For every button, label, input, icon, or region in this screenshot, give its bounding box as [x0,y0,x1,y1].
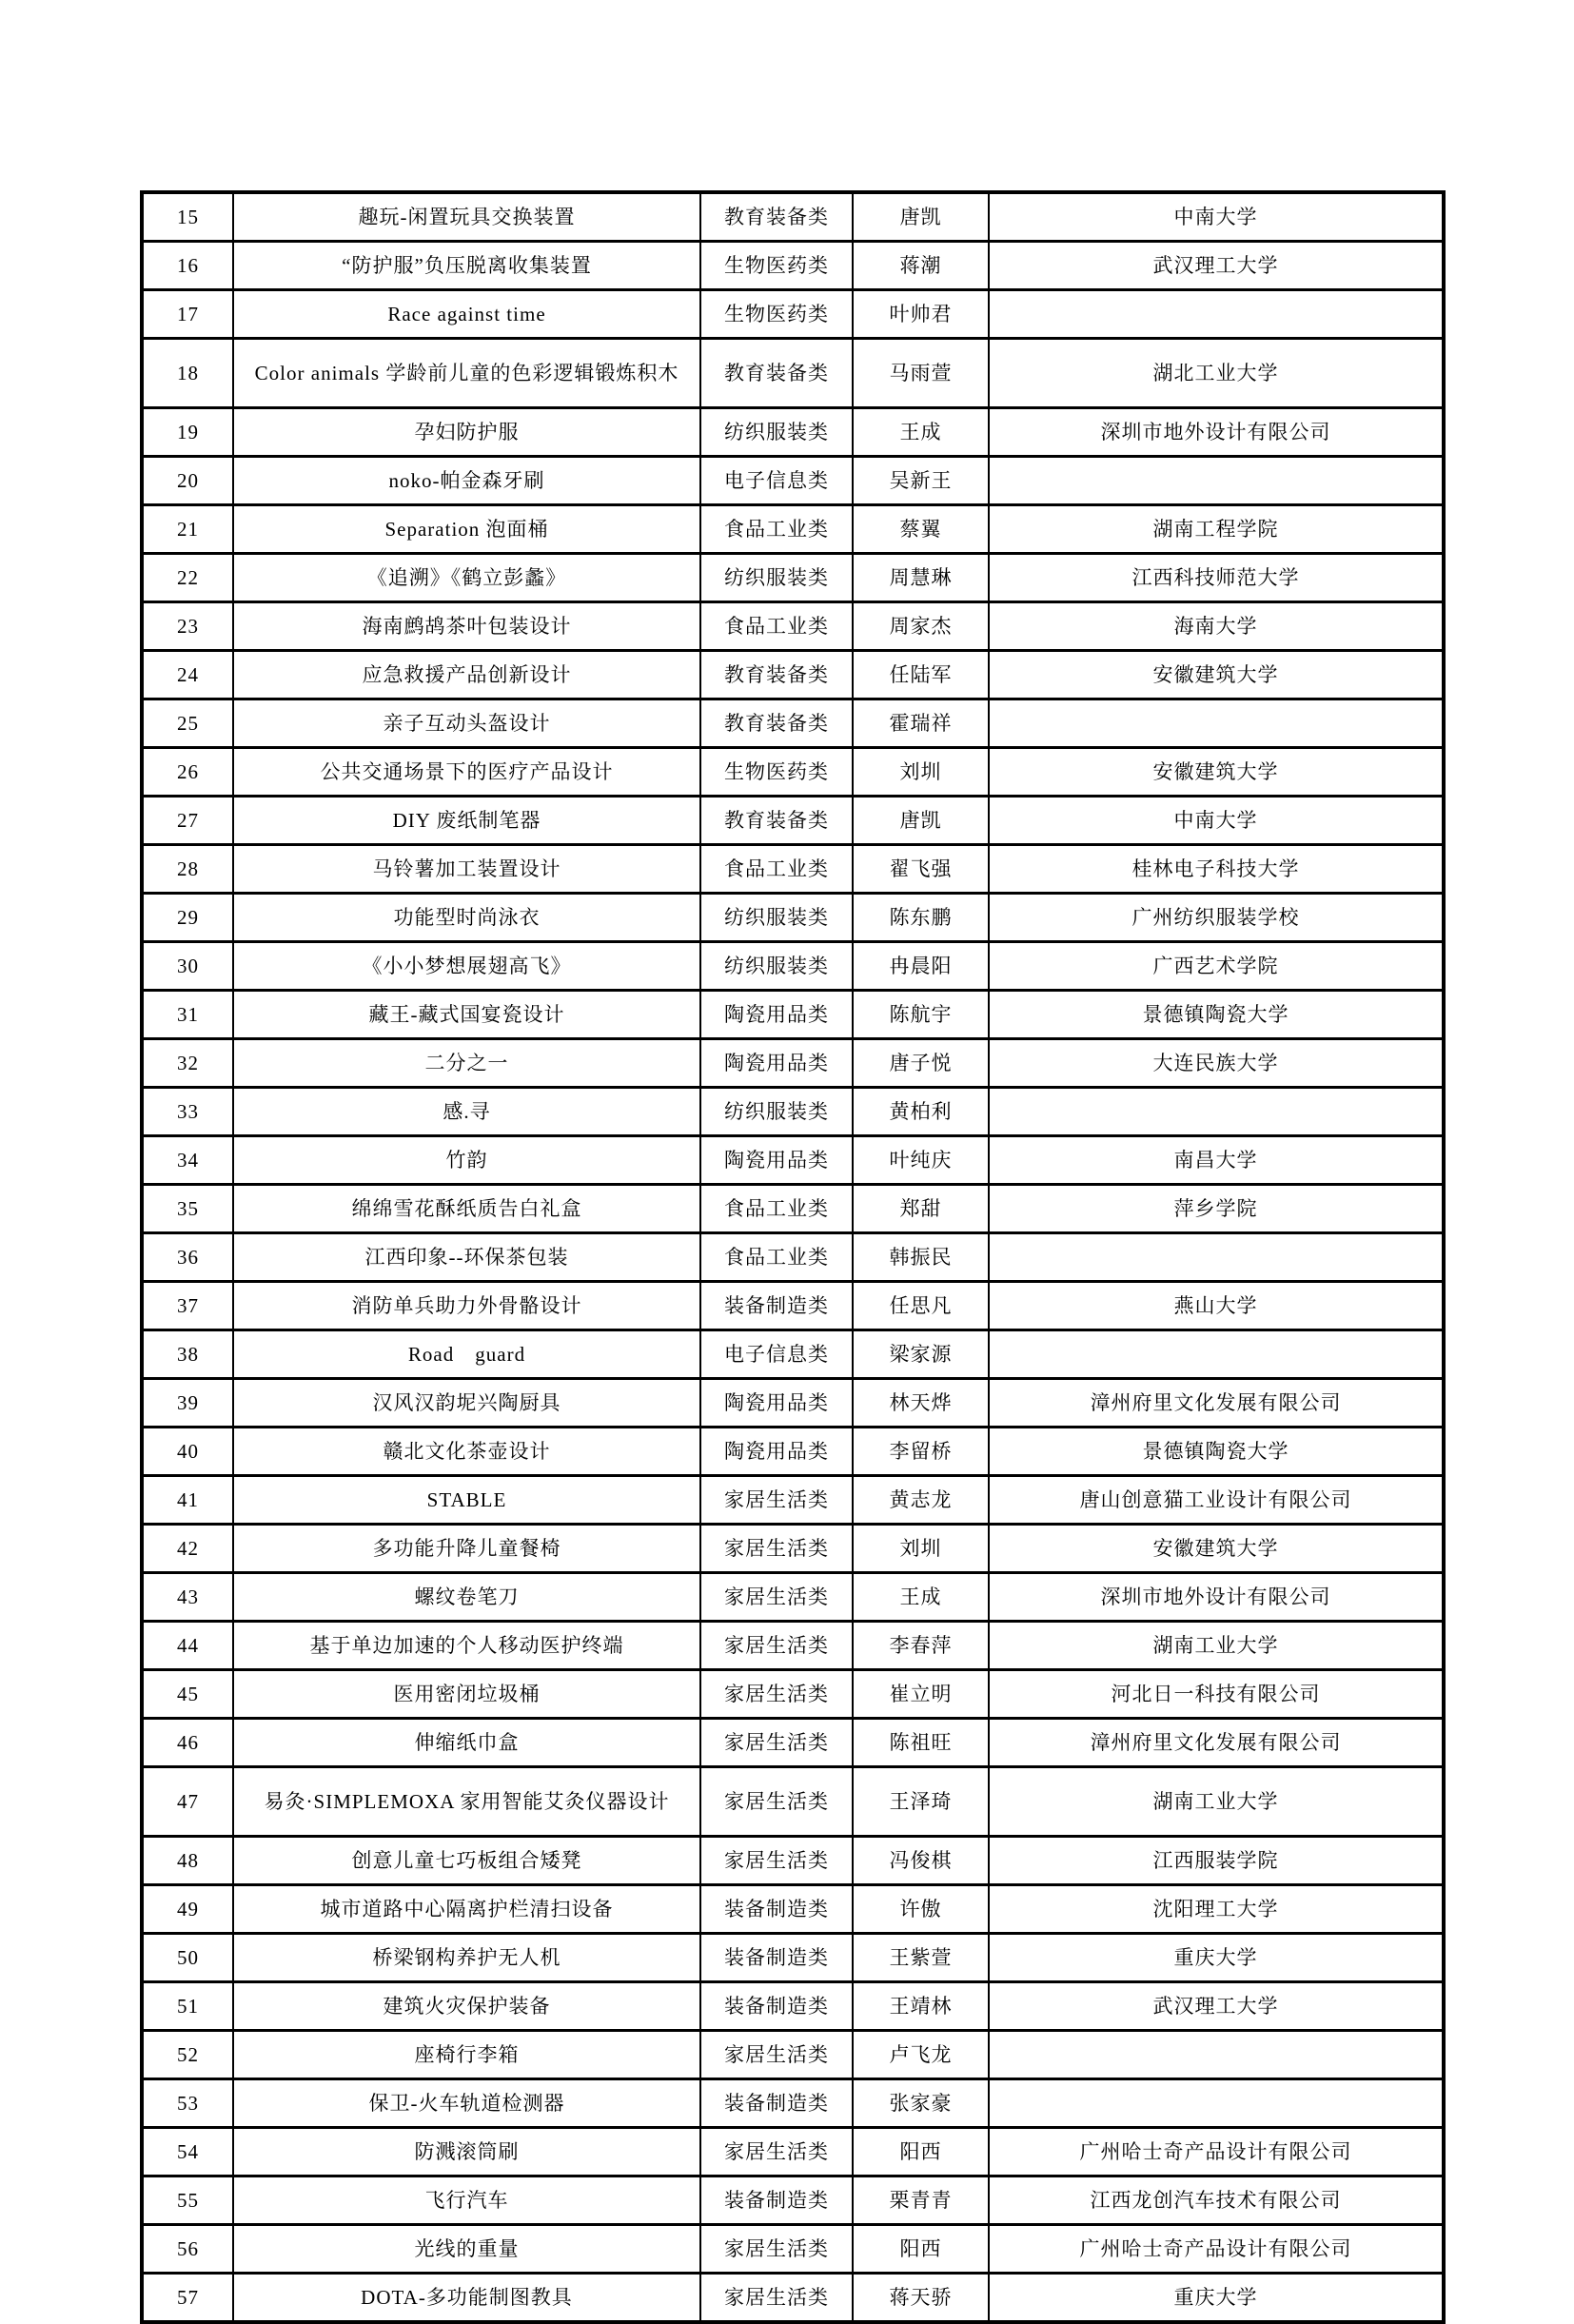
institution-cell: 中南大学 [989,192,1444,242]
institution-cell: 重庆大学 [989,1934,1444,1982]
institution-cell: 中南大学 [989,797,1444,845]
category-cell: 教育装备类 [700,651,853,699]
title-cell: 趣玩-闲置玩具交换装置 [233,192,700,242]
row-number-cell: 38 [142,1330,233,1379]
table-row [142,942,1444,991]
institution-cell [989,1088,1444,1136]
author-cell: 冯俊棋 [853,1837,989,1885]
row-number-cell: 23 [142,602,233,651]
category-cell: 家居生活类 [700,1837,853,1885]
title-cell: 消防单兵助力外骨骼设计 [233,1282,700,1330]
category-cell: 陶瓷用品类 [700,991,853,1039]
table-row [142,1885,1444,1934]
institution-cell: 河北日一科技有限公司 [989,1670,1444,1719]
table-row [142,554,1444,602]
entries-table [140,190,1446,2324]
title-cell: Road guard [233,1330,700,1379]
author-cell: 冉晨阳 [853,942,989,991]
institution-cell [989,2031,1444,2079]
institution-cell: 湖南工业大学 [989,1767,1444,1837]
author-cell: 黄柏利 [853,1088,989,1136]
category-cell: 家居生活类 [700,1476,853,1525]
title-cell: Color animals 学龄前儿童的色彩逻辑锻炼积木 [233,339,700,408]
institution-cell: 大连民族大学 [989,1039,1444,1088]
row-number-cell: 16 [142,242,233,290]
title-cell: 功能型时尚泳衣 [233,894,700,942]
author-cell: 栗青青 [853,2176,989,2225]
category-cell: 食品工业类 [700,1233,853,1282]
author-cell: 阳西 [853,2225,989,2274]
institution-cell: 沈阳理工大学 [989,1885,1444,1934]
author-cell: 刘圳 [853,1525,989,1573]
row-number-cell: 21 [142,505,233,554]
category-cell: 装备制造类 [700,1282,853,1330]
author-cell: 霍瑞祥 [853,699,989,748]
title-cell: 易灸·SIMPLEMOXA 家用智能艾灸仪器设计 [233,1767,700,1837]
table-row [142,699,1444,748]
table-row [142,1039,1444,1088]
title-cell: DIY 废纸制笔器 [233,797,700,845]
title-cell: 海南鹧鸪茶叶包装设计 [233,602,700,651]
category-cell: 家居生活类 [700,1719,853,1767]
title-cell: 亲子互动头盔设计 [233,699,700,748]
author-cell: 李春萍 [853,1622,989,1670]
author-cell: 韩振民 [853,1233,989,1282]
institution-cell: 漳州府里文化发展有限公司 [989,1719,1444,1767]
category-cell: 纺织服装类 [700,894,853,942]
row-number-cell: 54 [142,2128,233,2176]
row-number-cell: 20 [142,457,233,505]
title-cell: 建筑火灾保护装备 [233,1982,700,2031]
row-number-cell: 45 [142,1670,233,1719]
category-cell: 生物医药类 [700,242,853,290]
row-number-cell: 44 [142,1622,233,1670]
title-cell: 《小小梦想展翅高飞》 [233,942,700,991]
row-number-cell: 27 [142,797,233,845]
table-row [142,991,1444,1039]
category-cell: 家居生活类 [700,2225,853,2274]
category-cell: 装备制造类 [700,1934,853,1982]
title-cell: 多功能升降儿童餐椅 [233,1525,700,1573]
category-cell: 食品工业类 [700,602,853,651]
row-number-cell: 39 [142,1379,233,1428]
title-cell: 藏王-藏式国宴瓷设计 [233,991,700,1039]
author-cell: 蒋天骄 [853,2274,989,2323]
row-number-cell: 50 [142,1934,233,1982]
institution-cell: 燕山大学 [989,1282,1444,1330]
institution-cell: 漳州府里文化发展有限公司 [989,1379,1444,1428]
row-number-cell: 57 [142,2274,233,2323]
institution-cell: 桂林电子科技大学 [989,845,1444,894]
category-cell: 电子信息类 [700,457,853,505]
row-number-cell: 37 [142,1282,233,1330]
author-cell: 王泽琦 [853,1767,989,1837]
table-row [142,2225,1444,2274]
row-number-cell: 49 [142,1885,233,1934]
author-cell: 任思凡 [853,1282,989,1330]
title-cell: 螺纹卷笔刀 [233,1573,700,1622]
author-cell: 王成 [853,408,989,457]
category-cell: 装备制造类 [700,2176,853,2225]
author-cell: 郑甜 [853,1185,989,1233]
institution-cell: 南昌大学 [989,1136,1444,1185]
table-row [142,2031,1444,2079]
table-row [142,1088,1444,1136]
table-row [142,1233,1444,1282]
row-number-cell: 25 [142,699,233,748]
table-body [142,192,1444,2322]
table-row [142,894,1444,942]
row-number-cell: 26 [142,748,233,797]
title-cell: 飞行汽车 [233,2176,700,2225]
institution-cell [989,1233,1444,1282]
row-number-cell: 34 [142,1136,233,1185]
category-cell: 陶瓷用品类 [700,1379,853,1428]
author-cell: 刘圳 [853,748,989,797]
table-row [142,1428,1444,1476]
category-cell: 纺织服装类 [700,942,853,991]
author-cell: 阳西 [853,2128,989,2176]
category-cell: 装备制造类 [700,1982,853,2031]
category-cell: 装备制造类 [700,1885,853,1934]
table-row [142,2128,1444,2176]
row-number-cell: 51 [142,1982,233,2031]
author-cell: 林天烨 [853,1379,989,1428]
title-cell: 座椅行李箱 [233,2031,700,2079]
table-row [142,651,1444,699]
title-cell: 马铃薯加工装置设计 [233,845,700,894]
title-cell: 基于单边加速的个人移动医护终端 [233,1622,700,1670]
table-row [142,457,1444,505]
author-cell: 唐凯 [853,192,989,242]
author-cell: 蒋潮 [853,242,989,290]
row-number-cell: 40 [142,1428,233,1476]
institution-cell: 安徽建筑大学 [989,1525,1444,1573]
institution-cell [989,2079,1444,2128]
author-cell: 翟飞强 [853,845,989,894]
category-cell: 纺织服装类 [700,554,853,602]
institution-cell: 湖南工程学院 [989,505,1444,554]
title-cell: 绵绵雪花酥纸质告白礼盒 [233,1185,700,1233]
institution-cell: 安徽建筑大学 [989,651,1444,699]
row-number-cell: 43 [142,1573,233,1622]
author-cell: 周家杰 [853,602,989,651]
table-row [142,748,1444,797]
author-cell: 黄志龙 [853,1476,989,1525]
table-row [142,2274,1444,2323]
row-number-cell: 29 [142,894,233,942]
table-row [142,1982,1444,2031]
institution-cell: 江西科技师范大学 [989,554,1444,602]
title-cell: DOTA-多功能制图教具 [233,2274,700,2323]
category-cell: 教育装备类 [700,192,853,242]
institution-cell [989,290,1444,339]
author-cell: 唐子悦 [853,1039,989,1088]
category-cell: 纺织服装类 [700,1088,853,1136]
row-number-cell: 18 [142,339,233,408]
institution-cell: 景德镇陶瓷大学 [989,991,1444,1039]
row-number-cell: 35 [142,1185,233,1233]
table-row [142,408,1444,457]
category-cell: 家居生活类 [700,2031,853,2079]
row-number-cell: 31 [142,991,233,1039]
author-cell: 王成 [853,1573,989,1622]
author-cell: 王紫萱 [853,1934,989,1982]
category-cell: 食品工业类 [700,505,853,554]
title-cell: 医用密闭垃圾桶 [233,1670,700,1719]
title-cell: 孕妇防护服 [233,408,700,457]
author-cell: 陈祖旺 [853,1719,989,1767]
category-cell: 陶瓷用品类 [700,1428,853,1476]
row-number-cell: 24 [142,651,233,699]
category-cell: 纺织服装类 [700,408,853,457]
author-cell: 许傲 [853,1885,989,1934]
row-number-cell: 19 [142,408,233,457]
category-cell: 家居生活类 [700,1622,853,1670]
table-row [142,2176,1444,2225]
author-cell: 周慧琳 [853,554,989,602]
author-cell: 唐凯 [853,797,989,845]
table-row [142,1282,1444,1330]
table-row [142,1767,1444,1837]
title-cell: 赣北文化茶壶设计 [233,1428,700,1476]
author-cell: 马雨萱 [853,339,989,408]
author-cell: 任陆军 [853,651,989,699]
author-cell: 王靖林 [853,1982,989,2031]
title-cell: 应急救援产品创新设计 [233,651,700,699]
author-cell: 梁家源 [853,1330,989,1379]
title-cell: 伸缩纸巾盒 [233,1719,700,1767]
row-number-cell: 47 [142,1767,233,1837]
author-cell: 陈东鹏 [853,894,989,942]
row-number-cell: 22 [142,554,233,602]
table-row [142,242,1444,290]
institution-cell: 江西服装学院 [989,1837,1444,1885]
institution-cell: 江西龙创汽车技术有限公司 [989,2176,1444,2225]
table-row [142,797,1444,845]
table-row [142,602,1444,651]
title-cell: Separation 泡面桶 [233,505,700,554]
category-cell: 陶瓷用品类 [700,1136,853,1185]
table-row [142,1719,1444,1767]
table-row [142,1525,1444,1573]
row-number-cell: 32 [142,1039,233,1088]
author-cell: 崔立明 [853,1670,989,1719]
row-number-cell: 30 [142,942,233,991]
title-cell: noko-帕金森牙刷 [233,457,700,505]
category-cell: 教育装备类 [700,699,853,748]
row-number-cell: 33 [142,1088,233,1136]
category-cell: 教育装备类 [700,797,853,845]
title-cell: 光线的重量 [233,2225,700,2274]
row-number-cell: 42 [142,1525,233,1573]
category-cell: 生物医药类 [700,290,853,339]
title-cell: “防护服”负压脱离收集装置 [233,242,700,290]
row-number-cell: 46 [142,1719,233,1767]
row-number-cell: 52 [142,2031,233,2079]
title-cell: 城市道路中心隔离护栏清扫设备 [233,1885,700,1934]
row-number-cell: 15 [142,192,233,242]
author-cell: 李留桥 [853,1428,989,1476]
title-cell: 保卫-火车轨道检测器 [233,2079,700,2128]
title-cell: 感.寻 [233,1088,700,1136]
row-number-cell: 28 [142,845,233,894]
institution-cell: 武汉理工大学 [989,1982,1444,2031]
row-number-cell: 48 [142,1837,233,1885]
title-cell: 桥梁钢构养护无人机 [233,1934,700,1982]
row-number-cell: 41 [142,1476,233,1525]
institution-cell: 景德镇陶瓷大学 [989,1428,1444,1476]
table-row [142,1330,1444,1379]
category-cell: 家居生活类 [700,1670,853,1719]
table-row [142,1379,1444,1428]
table-row [142,1573,1444,1622]
category-cell: 家居生活类 [700,1767,853,1837]
table-row [142,845,1444,894]
category-cell: 教育装备类 [700,339,853,408]
table-row [142,1476,1444,1525]
author-cell: 蔡翼 [853,505,989,554]
author-cell: 卢飞龙 [853,2031,989,2079]
table-row [142,2079,1444,2128]
author-cell: 张家豪 [853,2079,989,2128]
table-row [142,1622,1444,1670]
title-cell: 江西印象--环保茶包装 [233,1233,700,1282]
category-cell: 家居生活类 [700,1573,853,1622]
author-cell: 陈航宇 [853,991,989,1039]
category-cell: 装备制造类 [700,2079,853,2128]
category-cell: 陶瓷用品类 [700,1039,853,1088]
institution-cell: 深圳市地外设计有限公司 [989,1573,1444,1622]
title-cell: 公共交通场景下的医疗产品设计 [233,748,700,797]
institution-cell: 萍乡学院 [989,1185,1444,1233]
author-cell: 叶帅君 [853,290,989,339]
category-cell: 家居生活类 [700,1525,853,1573]
table-row [142,339,1444,408]
institution-cell: 唐山创意猫工业设计有限公司 [989,1476,1444,1525]
institution-cell: 重庆大学 [989,2274,1444,2323]
institution-cell: 湖南工业大学 [989,1622,1444,1670]
title-cell: 汉风汉韵坭兴陶厨具 [233,1379,700,1428]
institution-cell: 广西艺术学院 [989,942,1444,991]
institution-cell: 海南大学 [989,602,1444,651]
institution-cell: 广州哈士奇产品设计有限公司 [989,2128,1444,2176]
institution-cell [989,457,1444,505]
category-cell: 食品工业类 [700,845,853,894]
title-cell: STABLE [233,1476,700,1525]
row-number-cell: 36 [142,1233,233,1282]
institution-cell [989,1330,1444,1379]
institution-cell: 广州哈士奇产品设计有限公司 [989,2225,1444,2274]
table-row [142,1136,1444,1185]
row-number-cell: 53 [142,2079,233,2128]
category-cell: 食品工业类 [700,1185,853,1233]
title-cell: 竹韵 [233,1136,700,1185]
row-number-cell: 56 [142,2225,233,2274]
table-row [142,1185,1444,1233]
row-number-cell: 55 [142,2176,233,2225]
category-cell: 电子信息类 [700,1330,853,1379]
title-cell: 《追溯》《鹤立彭蠡》 [233,554,700,602]
title-cell: 二分之一 [233,1039,700,1088]
author-cell: 吴新王 [853,457,989,505]
title-cell: Race against time [233,290,700,339]
table-row [142,1670,1444,1719]
category-cell: 生物医药类 [700,748,853,797]
institution-cell: 安徽建筑大学 [989,748,1444,797]
table-row [142,505,1444,554]
table-row [142,1837,1444,1885]
table-row [142,1934,1444,1982]
institution-cell: 武汉理工大学 [989,242,1444,290]
title-cell: 防溅滚筒刷 [233,2128,700,2176]
row-number-cell: 17 [142,290,233,339]
table-row [142,192,1444,242]
title-cell: 创意儿童七巧板组合矮凳 [233,1837,700,1885]
institution-cell: 湖北工业大学 [989,339,1444,408]
institution-cell [989,699,1444,748]
author-cell: 叶纯庆 [853,1136,989,1185]
institution-cell: 广州纺织服装学校 [989,894,1444,942]
table-row [142,290,1444,339]
category-cell: 家居生活类 [700,2128,853,2176]
institution-cell: 深圳市地外设计有限公司 [989,408,1444,457]
category-cell: 家居生活类 [700,2274,853,2323]
